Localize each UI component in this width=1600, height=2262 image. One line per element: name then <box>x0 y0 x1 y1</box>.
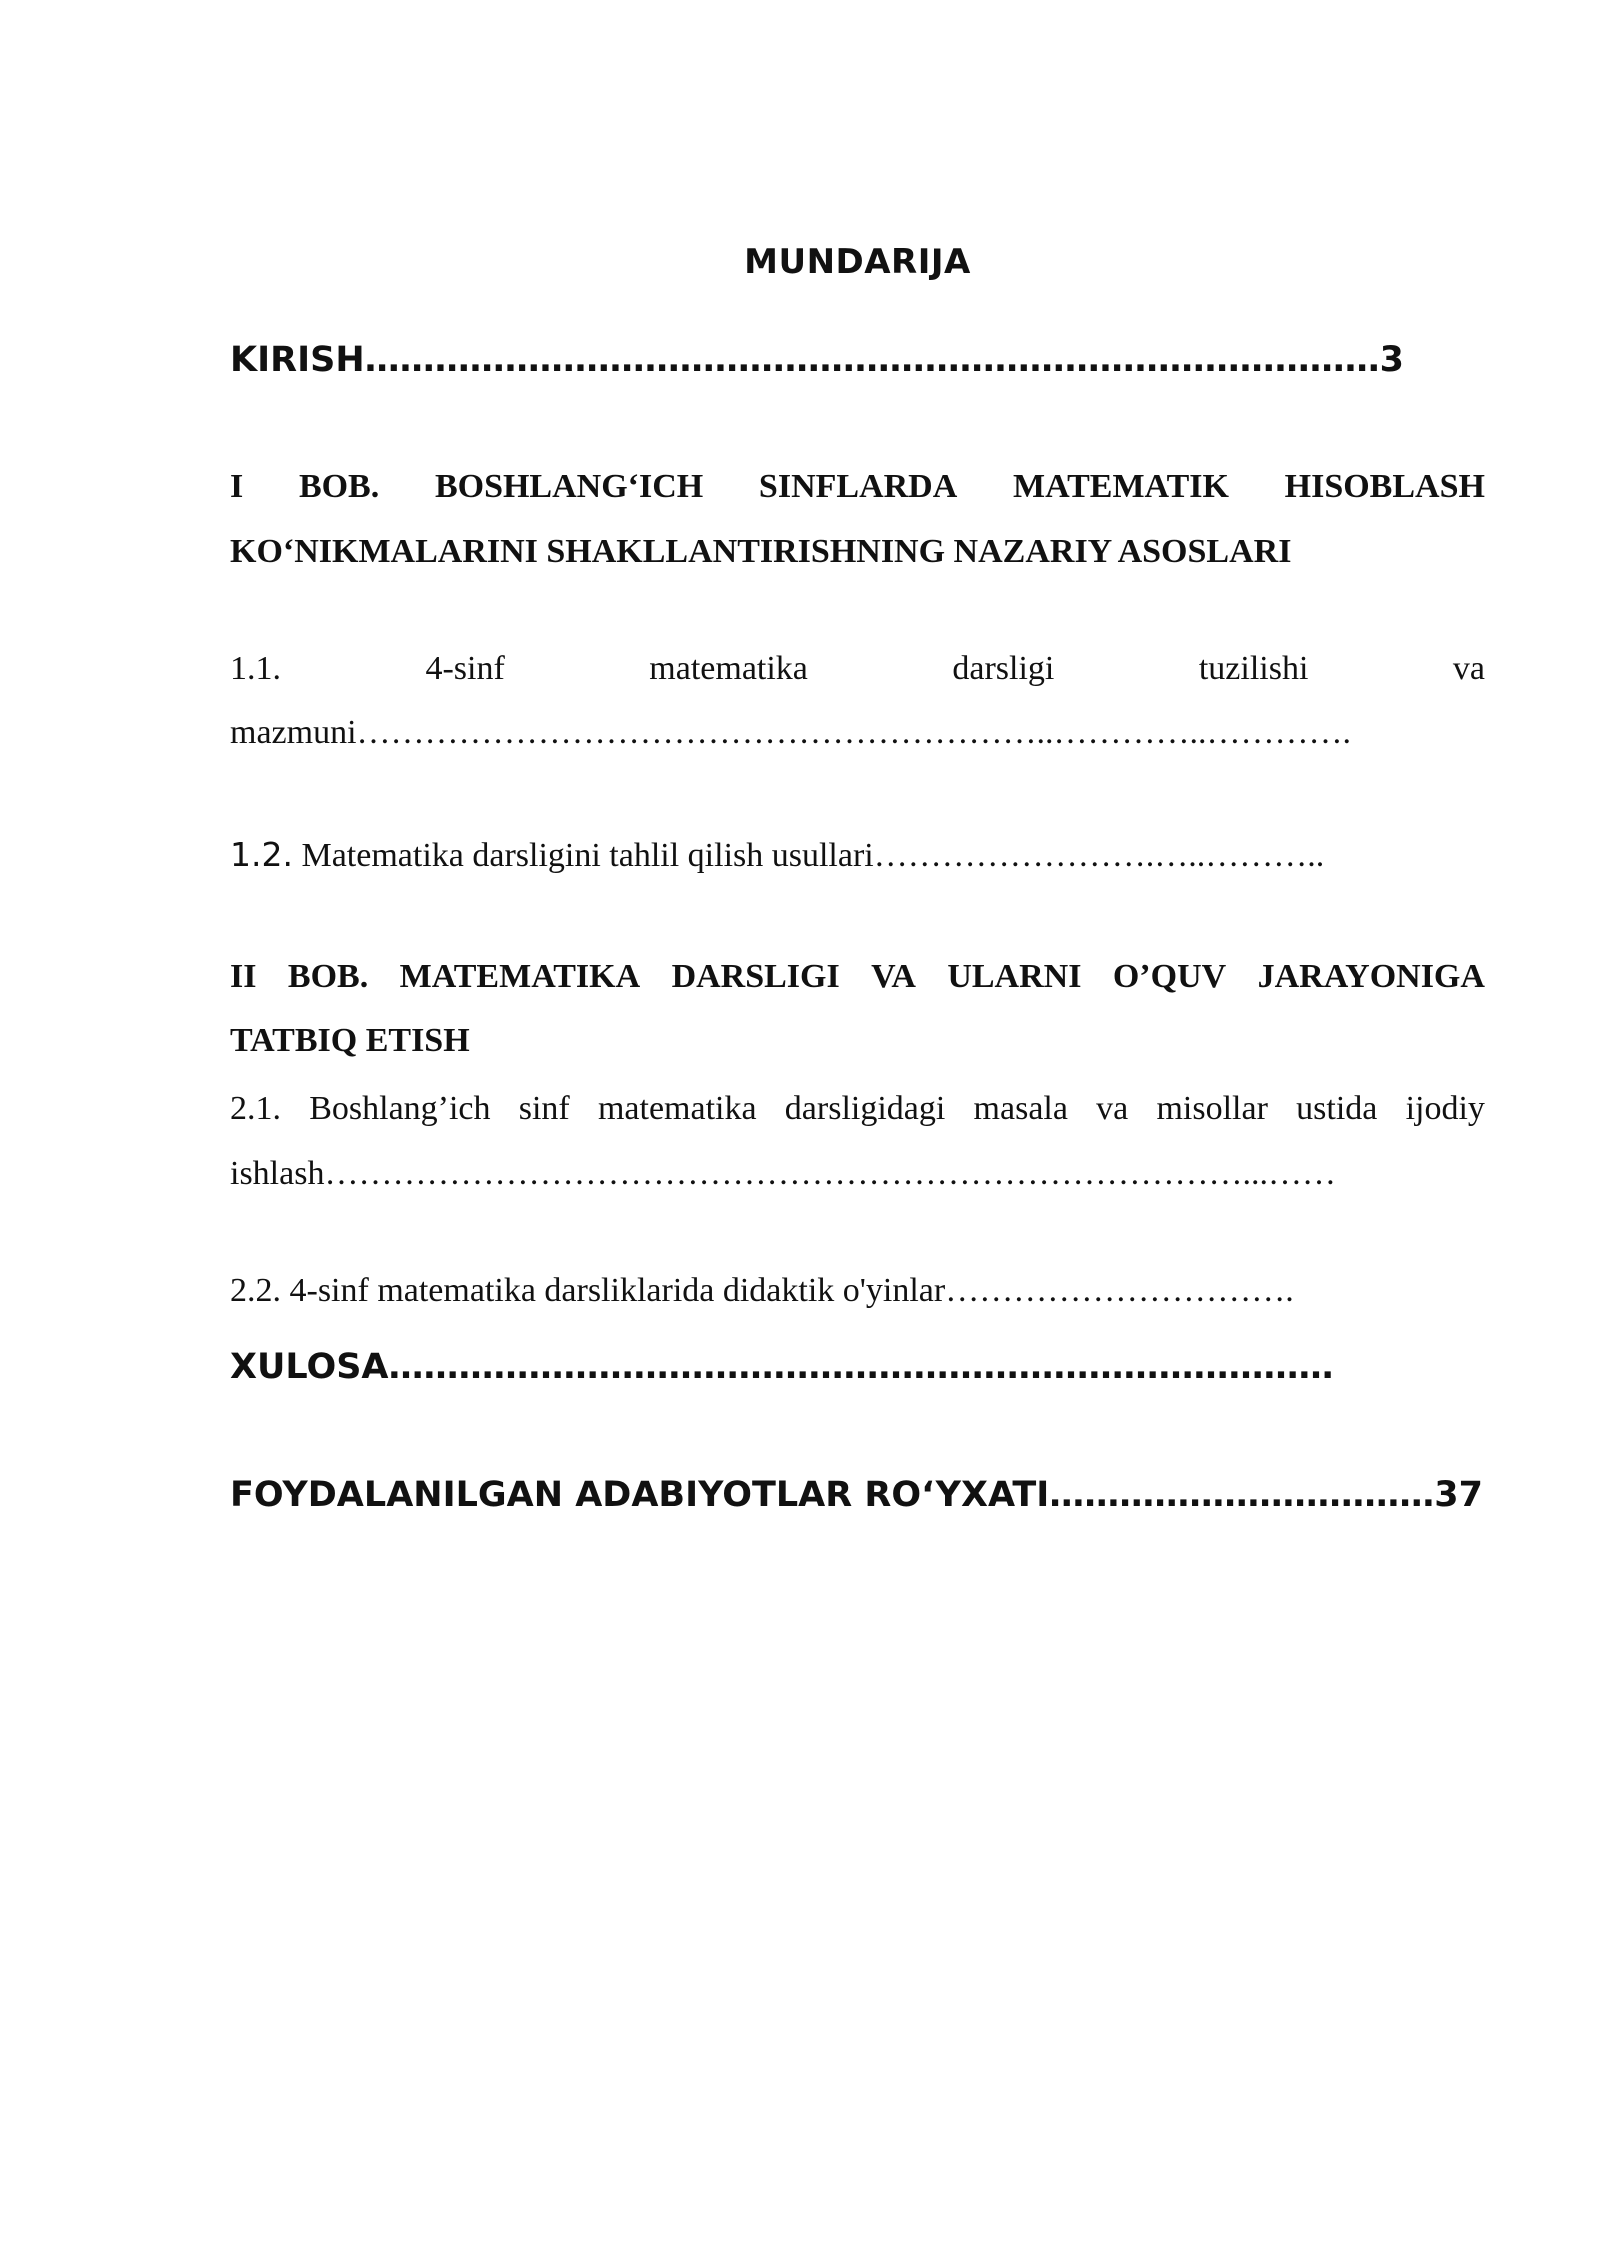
word: darsligidagi <box>784 1090 946 1127</box>
word: Boshlang’ich <box>309 1090 491 1127</box>
word: MATEMATIKA <box>399 958 641 995</box>
toc-entry-adabiyotlar: FOYDALANILGAN ADABIYOTLAR RO‘YXATI……………………………37 <box>230 1475 1483 1515</box>
toc-item-1-1-line-2: mazmuni……………………………………………………..…………..…………. <box>230 714 1352 751</box>
word: JARAYONIGA <box>1257 958 1485 995</box>
word: BOB. <box>287 958 369 995</box>
word: tuzilishi <box>1198 650 1309 687</box>
toc-item-2-2: 2.2. 4-sinf matematika darsliklarida didaktik o'yinlar…………………………. <box>230 1272 1294 1309</box>
word: va <box>1452 650 1485 687</box>
item-text: Matematika darsligini tahlil qilish usullari…………………….…..……….. <box>292 837 1325 874</box>
word: BOSHLANG‘ICH <box>434 468 704 505</box>
document-page <box>230 0 1485 2262</box>
toc-chapter-1-line-1 <box>230 468 1485 506</box>
page-title: MUNDARIJA <box>744 242 971 282</box>
word: II <box>230 958 257 995</box>
toc-chapter-1-line-2: KO‘NIKMALARINI SHAKLLANTIRISHNING NAZARIY ASOSLARI <box>230 533 1292 570</box>
toc-item-1-1-line-1 <box>230 650 1485 688</box>
toc-item-2-1-line-1 <box>230 1090 1485 1128</box>
toc-entry-kirish: KIRISH……………………………………………………………………………3 <box>230 340 1404 380</box>
word: ustida <box>1296 1090 1378 1127</box>
toc-chapter-2-line-1 <box>230 958 1485 996</box>
toc-entry-xulosa: XULOSA……………………………………………………………………… <box>230 1347 1334 1387</box>
word: 4-sinf <box>425 650 505 687</box>
toc-item-1-2 <box>230 835 1485 875</box>
word: O’QUV <box>1112 958 1227 995</box>
word: VA <box>871 958 916 995</box>
word: masala <box>973 1090 1068 1127</box>
word: ijodiy <box>1405 1090 1485 1127</box>
word: 2.1. <box>230 1090 281 1127</box>
word: HISOBLASH <box>1284 468 1485 505</box>
word: darsligi <box>952 650 1055 687</box>
word: I <box>230 468 244 505</box>
word: BOB. <box>298 468 380 505</box>
item-number: 1.2. <box>230 835 293 874</box>
word: matematika <box>597 1090 757 1127</box>
word: sinf <box>518 1090 570 1127</box>
word: DARSLIGI <box>671 958 840 995</box>
word: MATEMATIK <box>1012 468 1229 505</box>
word: matematika <box>649 650 808 687</box>
toc-chapter-2-line-2: TATBIQ ETISH <box>230 1022 470 1059</box>
word: misollar <box>1156 1090 1268 1127</box>
toc-item-2-1-line-2: ishlash………………………………………………………………………...…… <box>230 1155 1336 1192</box>
word: 1.1. <box>230 650 281 687</box>
word: va <box>1096 1090 1129 1127</box>
word: ULARNI <box>947 958 1082 995</box>
word: SINFLARDA <box>758 468 958 505</box>
